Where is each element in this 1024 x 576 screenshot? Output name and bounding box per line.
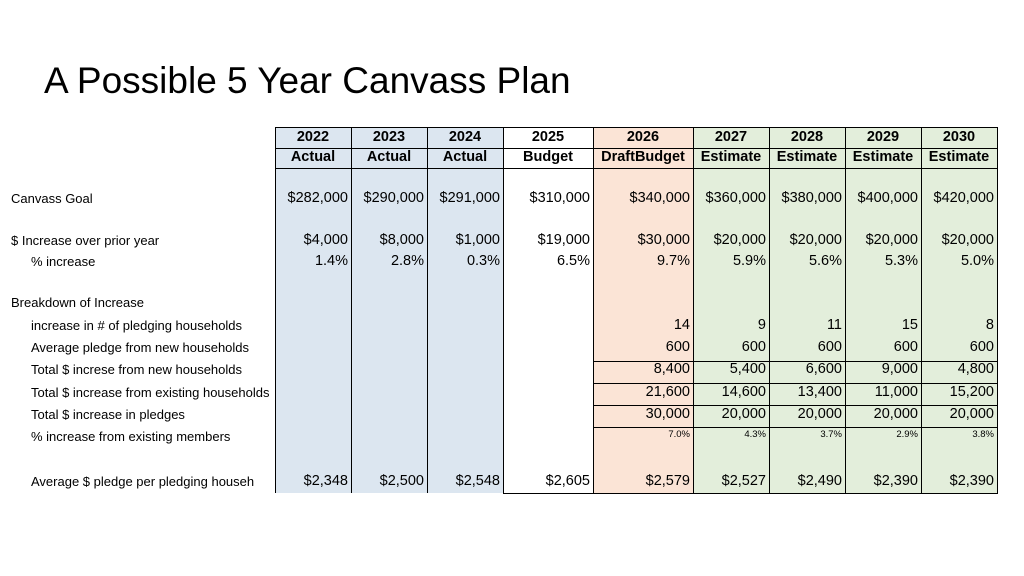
table-cell: $340,000 [629,190,690,206]
row-label: $ Increase over prior year [11,233,160,248]
table-cell: 600 [665,339,690,355]
table-cell: $2,490 [797,473,842,489]
table-cell: 3.8% [972,429,994,440]
header-year: 2029 [866,129,900,145]
table-cell: 5.6% [808,253,842,269]
header-year: 2026 [626,129,660,145]
row-label: increase in # of pledging households [31,318,243,333]
column-divider [997,127,998,493]
table-cell: 5,400 [729,361,766,377]
table-cell: 9.7% [656,253,690,269]
table-cell: $400,000 [857,190,918,206]
header-year: 2022 [296,129,330,145]
row-divider [275,168,998,169]
row-label: Total $ increse from new households [31,362,243,377]
table-cell: $20,000 [941,232,994,248]
table-cell: $282,000 [287,190,348,206]
table-cell: $2,390 [873,473,918,489]
table-cell: $30,000 [637,232,690,248]
table-cell: $291,000 [439,190,500,206]
table-cell: $8,000 [379,232,424,248]
table-cell: $19,000 [537,232,590,248]
table-cell: 9 [757,317,766,333]
row-label: Total $ increase from existing households [31,385,270,400]
row-label: % increase [31,254,96,269]
table-cell: $2,527 [721,473,766,489]
table-cell: 7.0% [668,429,690,440]
table-cell: 4,800 [957,361,994,377]
row-label: Canvass Goal [11,191,93,206]
table-cell: 6.5% [556,253,590,269]
row-label: Average $ pledge per pledging househ [31,474,255,489]
table-cell: $360,000 [705,190,766,206]
table-cell: 14 [673,317,690,333]
table-cell: 20,000 [873,406,918,422]
table-cell: 600 [893,339,918,355]
header-kind: Estimate [928,149,990,165]
table-cell: 21,600 [645,384,690,400]
table-cell: 9,000 [881,361,918,377]
column-bg-2022 [275,127,351,493]
table-cell: 600 [969,339,994,355]
column-bg-2025 [503,127,593,493]
row-divider [275,148,998,149]
row-divider [593,427,998,428]
table-cell: $420,000 [933,190,994,206]
table-cell: 30,000 [645,406,690,422]
header-kind: Estimate [776,149,838,165]
table-cell: $310,000 [529,190,590,206]
table-cell: 8,400 [653,361,690,377]
table-cell: 20,000 [949,406,994,422]
header-kind: Actual [366,149,412,165]
table-cell: $2,579 [645,473,690,489]
header-kind: Budget [523,149,573,165]
table-cell: 15 [901,317,918,333]
table-cell: $20,000 [865,232,918,248]
row-label: % increase from existing members [31,429,231,444]
row-divider [503,493,998,494]
table-cell: 2.9% [896,429,918,440]
table-cell: 0.3% [466,253,500,269]
row-label: Breakdown of Increase [11,295,144,310]
table-cell: 11,000 [874,384,918,400]
table-cell: $2,348 [303,473,348,489]
table-cell: 8 [985,317,994,333]
table-cell: 4.3% [744,429,766,440]
table-cell: $2,390 [949,473,994,489]
table-cell: 600 [817,339,842,355]
table-cell: 13,400 [797,384,842,400]
header-year: 2030 [942,129,976,145]
header-year: 2027 [714,129,748,145]
table-cell: $2,500 [379,473,424,489]
table-cell: 20,000 [797,406,842,422]
table-cell: 6,600 [805,361,842,377]
table-cell: 14,600 [721,384,766,400]
row-label: Total $ increase in pledges [31,407,185,422]
table-cell: $4,000 [303,232,348,248]
header-kind: Actual [442,149,488,165]
table-cell: 3.7% [820,429,842,440]
table-cell: $2,605 [545,473,590,489]
table-cell: 5.0% [960,253,994,269]
table-cell: $380,000 [781,190,842,206]
slide-title: A Possible 5 Year Canvass Plan [44,60,571,101]
table-cell: 600 [741,339,766,355]
table-cell: $290,000 [363,190,424,206]
header-kind: Estimate [700,149,762,165]
table-cell: 2.8% [390,253,424,269]
column-divider [351,127,352,493]
table-cell: 11 [826,317,842,333]
table-cell: 5.3% [884,253,918,269]
table-cell: $20,000 [789,232,842,248]
table-cell: $1,000 [455,232,500,248]
table-cell: 1.4% [314,253,348,269]
column-divider [427,127,428,493]
row-label: Average pledge from new households [31,340,250,355]
table-cell: $20,000 [713,232,766,248]
column-bg-2024 [427,127,503,493]
column-divider [275,127,276,493]
table-cell: $2,548 [455,473,500,489]
row-divider [275,127,998,128]
column-bg-2023 [351,127,427,493]
header-year: 2028 [790,129,824,145]
header-kind: Estimate [852,149,914,165]
table-cell: 15,200 [949,384,994,400]
header-year: 2025 [531,129,565,145]
table-cell: 20,000 [721,406,766,422]
header-year: 2024 [448,129,482,145]
header-kind: Actual [290,149,336,165]
table-cell: 5.9% [732,253,766,269]
column-divider [503,127,504,493]
header-year: 2023 [372,129,406,145]
header-kind: DraftBudget [601,149,685,165]
